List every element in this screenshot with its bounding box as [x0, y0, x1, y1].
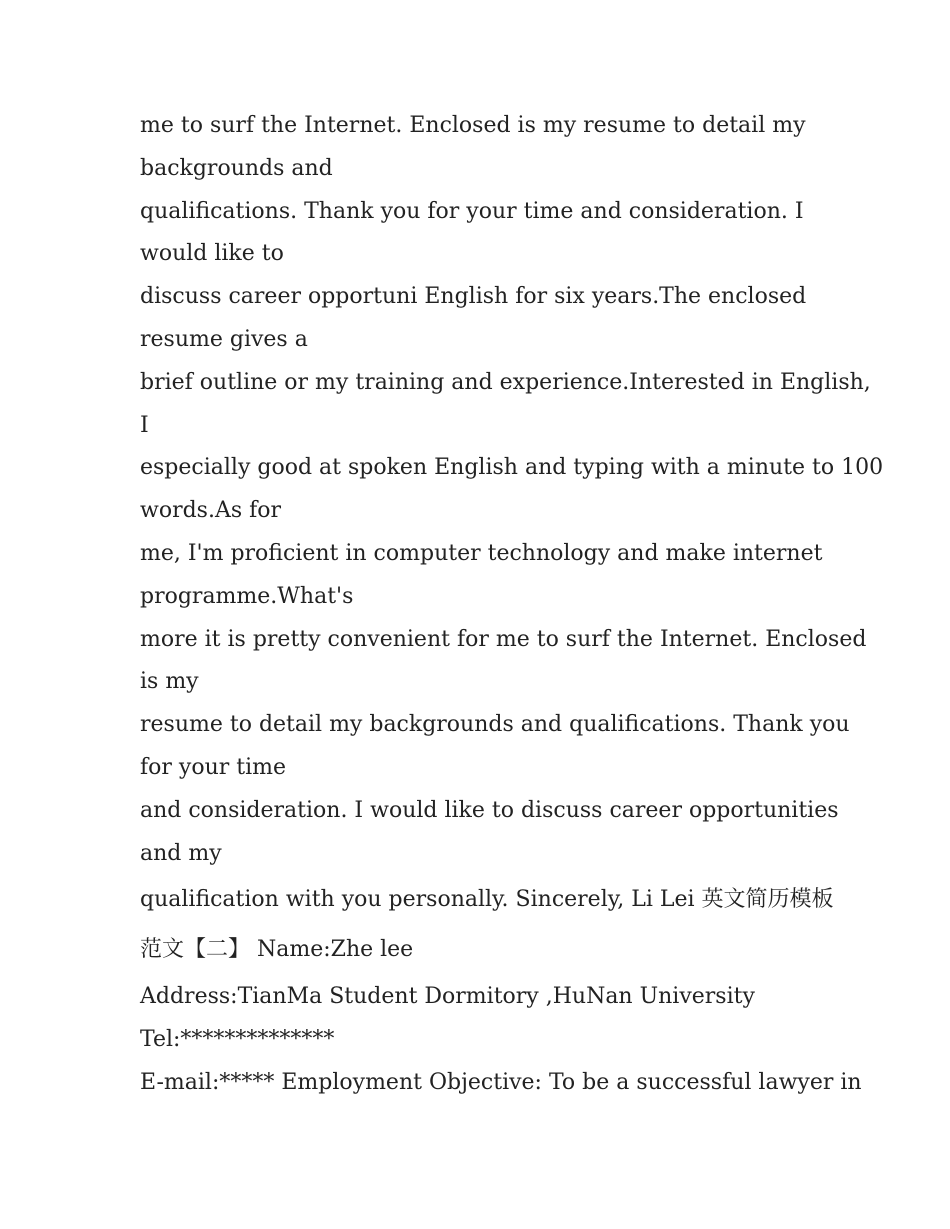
- text-line: and consideration. I would like to discuss career opportunities: [140, 797, 839, 823]
- text-line: programme.What's: [140, 583, 354, 609]
- text-line: Tel:**************: [140, 1027, 335, 1053]
- text-line: resume to detail my backgrounds and qualifications. Thank you: [140, 712, 850, 738]
- text-line: would like to: [140, 241, 284, 267]
- text-line: qualifications. Thank you for your time and consideration. I: [140, 198, 804, 224]
- text-line: resume gives a: [140, 326, 308, 352]
- document-body: [140, 105, 884, 1104]
- text-line: words.As for: [140, 498, 282, 524]
- text-line: more it is pretty convenient for me to surf the Internet. Enclosed: [140, 626, 867, 652]
- text-line: I: [140, 412, 149, 438]
- text-line: Address:TianMa Student Dormitory ,HuNan University: [140, 984, 755, 1010]
- text-line: E-mail:***** Employment Objective: To be a successful lawyer in: [140, 1070, 862, 1096]
- text-line: qualification with you personally. Sincerely, Li Lei 英文简历模板: [140, 887, 834, 913]
- text-line: me, I'm proficient in computer technology and make internet: [140, 540, 823, 566]
- text-line: is my: [140, 669, 199, 695]
- text-line: and my: [140, 840, 222, 866]
- text-line: especially good at spoken English and typing with a minute to 100: [140, 455, 884, 481]
- text-line: 范文【二】 Name:Zhe lee: [140, 937, 414, 963]
- text-line: backgrounds and: [140, 155, 333, 181]
- text-line: brief outline or my training and experience.Interested in English,: [140, 369, 871, 395]
- text-line: for your time: [140, 754, 287, 780]
- text-line: me to surf the Internet. Enclosed is my resume to detail my: [140, 113, 806, 138]
- text-line: discuss career opportuni English for six years.The enclosed: [140, 284, 807, 310]
